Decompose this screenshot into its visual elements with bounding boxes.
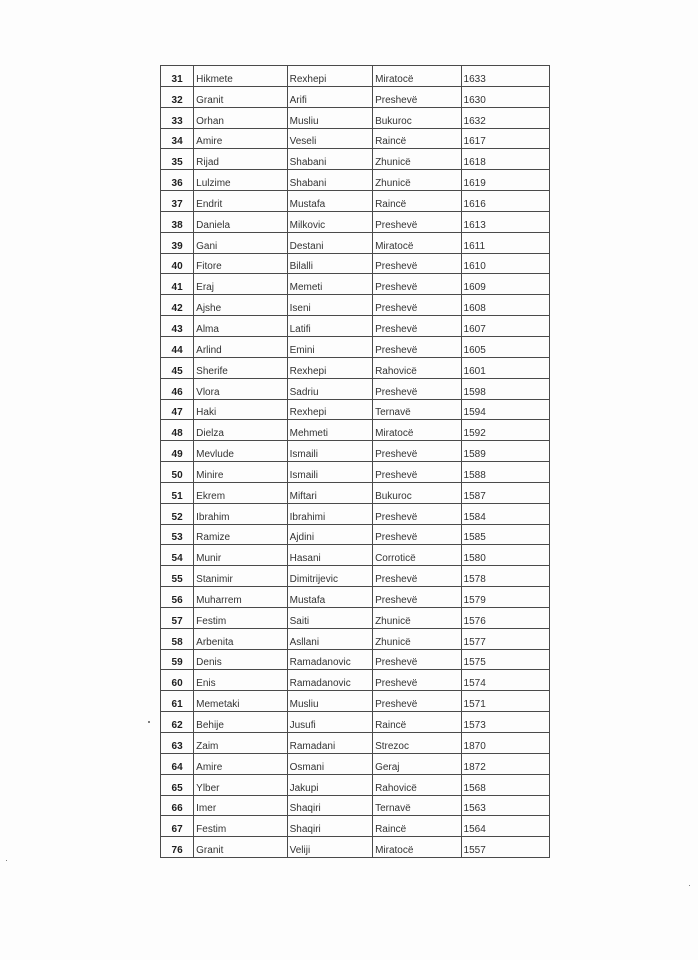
last-name-cell: Mustafa [287,191,372,212]
first-name-cell: Orhan [194,107,287,128]
table-row [161,691,550,712]
first-name-cell: Amire [194,128,287,149]
place-cell: Ternavë [373,795,461,816]
scan-speck [148,721,150,723]
last-name-cell: Sadriu [287,378,372,399]
first-name-cell: Eraj [194,274,287,295]
row-number: 38 [161,211,194,232]
score-cell: 1618 [461,149,549,170]
table-row [161,170,550,191]
row-number: 63 [161,733,194,754]
score-cell: 1630 [461,86,549,107]
place-cell: Preshevë [373,566,461,587]
place-cell: Zhunicë [373,170,461,191]
last-name-cell: Ramadanovic [287,649,372,670]
place-cell: Preshevë [373,649,461,670]
table-row [161,253,550,274]
table-row [161,66,550,87]
row-number: 40 [161,253,194,274]
first-name-cell: Hikmete [194,66,287,87]
table-row [161,524,550,545]
place-cell: Corroticë [373,545,461,566]
table-row [161,566,550,587]
last-name-cell: Ibrahimi [287,503,372,524]
place-cell: Bukuroc [373,107,461,128]
row-number: 47 [161,399,194,420]
first-name-cell: Amire [194,753,287,774]
first-name-cell: Vlora [194,378,287,399]
score-cell: 1557 [461,837,549,858]
row-number: 50 [161,462,194,483]
last-name-cell: Iseni [287,295,372,316]
score-cell: 1579 [461,587,549,608]
score-cell: 1580 [461,545,549,566]
scan-speck [6,860,7,861]
score-cell: 1608 [461,295,549,316]
last-name-cell: Musliu [287,107,372,128]
first-name-cell: Zaim [194,733,287,754]
first-name-cell: Imer [194,795,287,816]
last-name-cell: Destani [287,232,372,253]
score-cell: 1575 [461,649,549,670]
last-name-cell: Veliji [287,837,372,858]
row-number: 43 [161,316,194,337]
table-row [161,649,550,670]
row-number: 44 [161,336,194,357]
first-name-cell: Enis [194,670,287,691]
row-number: 55 [161,566,194,587]
place-cell: Preshevë [373,211,461,232]
place-cell: Raincë [373,816,461,837]
place-cell: Preshevë [373,274,461,295]
last-name-cell: Shabani [287,149,372,170]
last-name-cell: Jusufi [287,712,372,733]
last-name-cell: Mehmeti [287,420,372,441]
table-row [161,399,550,420]
first-name-cell: Minire [194,462,287,483]
score-cell: 1568 [461,774,549,795]
first-name-cell: Ekrem [194,482,287,503]
first-name-cell: Lulzime [194,170,287,191]
score-cell: 1571 [461,691,549,712]
first-name-cell: Memetaki [194,691,287,712]
table-row [161,753,550,774]
place-cell: Zhunicë [373,628,461,649]
row-number: 62 [161,712,194,733]
row-number: 42 [161,295,194,316]
score-cell: 1573 [461,712,549,733]
row-number: 46 [161,378,194,399]
table-row [161,191,550,212]
table-row [161,587,550,608]
table-row [161,628,550,649]
score-cell: 1611 [461,232,549,253]
last-name-cell: Rexhepi [287,357,372,378]
score-cell: 1588 [461,462,549,483]
score-cell: 1563 [461,795,549,816]
table-row [161,503,550,524]
place-cell: Miratocë [373,420,461,441]
last-name-cell: Miftari [287,482,372,503]
first-name-cell: Dielza [194,420,287,441]
last-name-cell: Memeti [287,274,372,295]
score-cell: 1576 [461,607,549,628]
score-cell: 1574 [461,670,549,691]
place-cell: Rahovicë [373,774,461,795]
table-row [161,149,550,170]
row-number: 48 [161,420,194,441]
score-cell: 1633 [461,66,549,87]
place-cell: Rahovicë [373,357,461,378]
score-cell: 1601 [461,357,549,378]
first-name-cell: Ibrahim [194,503,287,524]
first-name-cell: Munir [194,545,287,566]
place-cell: Preshevë [373,670,461,691]
last-name-cell: Veseli [287,128,372,149]
last-name-cell: Ajdini [287,524,372,545]
table-row [161,86,550,107]
last-name-cell: Milkovic [287,211,372,232]
table-row [161,211,550,232]
last-name-cell: Shaqiri [287,816,372,837]
table-row [161,128,550,149]
first-name-cell: Stanimir [194,566,287,587]
table-row [161,545,550,566]
table-row [161,607,550,628]
place-cell: Strezoc [373,733,461,754]
row-number: 31 [161,66,194,87]
place-cell: Preshevë [373,378,461,399]
row-number: 37 [161,191,194,212]
last-name-cell: Hasani [287,545,372,566]
score-cell: 1564 [461,816,549,837]
row-number: 76 [161,837,194,858]
table-row [161,378,550,399]
row-number: 57 [161,607,194,628]
last-name-cell: Asllani [287,628,372,649]
row-number: 36 [161,170,194,191]
place-cell: Raincë [373,191,461,212]
first-name-cell: Gani [194,232,287,253]
last-name-cell: Ismaili [287,441,372,462]
last-name-cell: Jakupi [287,774,372,795]
table-row [161,816,550,837]
row-number: 61 [161,691,194,712]
last-name-cell: Saiti [287,607,372,628]
table-row [161,482,550,503]
row-number: 45 [161,357,194,378]
score-cell: 1619 [461,170,549,191]
row-number: 58 [161,628,194,649]
place-cell: Ternavë [373,399,461,420]
place-cell: Preshevë [373,441,461,462]
place-cell: Miratocë [373,837,461,858]
first-name-cell: Rijad [194,149,287,170]
scan-speck [689,885,690,886]
table-row [161,295,550,316]
score-cell: 1584 [461,503,549,524]
score-cell: 1632 [461,107,549,128]
table-row [161,462,550,483]
score-cell: 1589 [461,441,549,462]
first-name-cell: Endrit [194,191,287,212]
row-number: 65 [161,774,194,795]
score-cell: 1585 [461,524,549,545]
first-name-cell: Muharrem [194,587,287,608]
table-row [161,107,550,128]
first-name-cell: Arlind [194,336,287,357]
table-row [161,232,550,253]
first-name-cell: Behije [194,712,287,733]
first-name-cell: Alma [194,316,287,337]
first-name-cell: Ylber [194,774,287,795]
last-name-cell: Shabani [287,170,372,191]
row-number: 64 [161,753,194,774]
place-cell: Raincë [373,712,461,733]
score-cell: 1598 [461,378,549,399]
row-number: 34 [161,128,194,149]
table-row [161,670,550,691]
place-cell: Geraj [373,753,461,774]
first-name-cell: Granit [194,86,287,107]
row-number: 54 [161,545,194,566]
score-cell: 1610 [461,253,549,274]
score-cell: 1607 [461,316,549,337]
row-number: 56 [161,587,194,608]
row-number: 51 [161,482,194,503]
place-cell: Preshevë [373,253,461,274]
score-cell: 1613 [461,211,549,232]
last-name-cell: Bilalli [287,253,372,274]
first-name-cell: Ajshe [194,295,287,316]
row-number: 35 [161,149,194,170]
table-row [161,274,550,295]
last-name-cell: Latifi [287,316,372,337]
place-cell: Preshevë [373,336,461,357]
table-row [161,712,550,733]
table-row [161,316,550,337]
place-cell: Miratocë [373,232,461,253]
score-cell: 1605 [461,336,549,357]
place-cell: Miratocë [373,66,461,87]
table-row [161,795,550,816]
row-number: 66 [161,795,194,816]
place-cell: Preshevë [373,691,461,712]
row-number: 33 [161,107,194,128]
table-row [161,837,550,858]
table-row [161,336,550,357]
first-name-cell: Sherife [194,357,287,378]
score-cell: 1870 [461,733,549,754]
first-name-cell: Denis [194,649,287,670]
last-name-cell: Rexhepi [287,66,372,87]
last-name-cell: Arifi [287,86,372,107]
table-row [161,441,550,462]
first-name-cell: Festim [194,607,287,628]
last-name-cell: Osmani [287,753,372,774]
row-number: 60 [161,670,194,691]
place-cell: Raincë [373,128,461,149]
row-number: 53 [161,524,194,545]
first-name-cell: Mevlude [194,441,287,462]
score-cell: 1578 [461,566,549,587]
last-name-cell: Ramadani [287,733,372,754]
last-name-cell: Emini [287,336,372,357]
row-number: 49 [161,441,194,462]
place-cell: Bukuroc [373,482,461,503]
row-number: 59 [161,649,194,670]
score-cell: 1592 [461,420,549,441]
results-table-body [161,66,550,858]
results-table [160,65,550,858]
table-row [161,420,550,441]
place-cell: Zhunicë [373,149,461,170]
place-cell: Preshevë [373,86,461,107]
score-cell: 1872 [461,753,549,774]
first-name-cell: Haki [194,399,287,420]
first-name-cell: Festim [194,816,287,837]
last-name-cell: Dimitrijevic [287,566,372,587]
last-name-cell: Rexhepi [287,399,372,420]
place-cell: Preshevë [373,503,461,524]
score-cell: 1617 [461,128,549,149]
first-name-cell: Ramize [194,524,287,545]
place-cell: Preshevë [373,295,461,316]
place-cell: Preshevë [373,316,461,337]
first-name-cell: Arbenita [194,628,287,649]
score-cell: 1577 [461,628,549,649]
place-cell: Preshevë [373,524,461,545]
score-cell: 1609 [461,274,549,295]
row-number: 32 [161,86,194,107]
row-number: 67 [161,816,194,837]
row-number: 39 [161,232,194,253]
score-cell: 1587 [461,482,549,503]
last-name-cell: Ismaili [287,462,372,483]
first-name-cell: Daniela [194,211,287,232]
table-row [161,733,550,754]
place-cell: Zhunicë [373,607,461,628]
table-row [161,774,550,795]
row-number: 52 [161,503,194,524]
last-name-cell: Shaqiri [287,795,372,816]
last-name-cell: Mustafa [287,587,372,608]
first-name-cell: Fitore [194,253,287,274]
first-name-cell: Granit [194,837,287,858]
table-row [161,357,550,378]
score-cell: 1594 [461,399,549,420]
score-cell: 1616 [461,191,549,212]
place-cell: Preshevë [373,587,461,608]
row-number: 41 [161,274,194,295]
last-name-cell: Ramadanovic [287,670,372,691]
last-name-cell: Musliu [287,691,372,712]
place-cell: Preshevë [373,462,461,483]
